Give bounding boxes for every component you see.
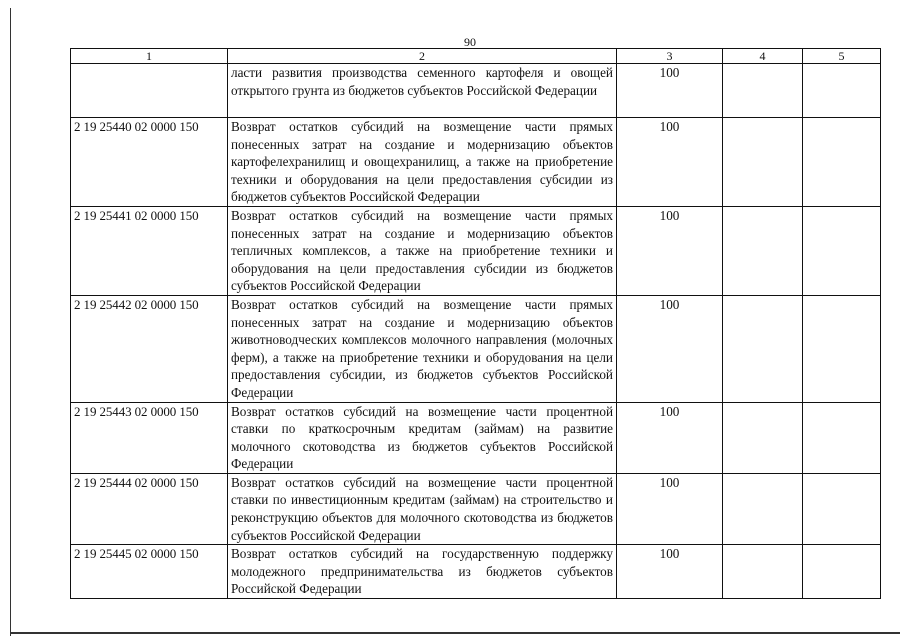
column-header-4: 4 <box>723 49 803 64</box>
column-4-cell <box>723 64 803 118</box>
column-5-cell <box>803 295 881 402</box>
description-cell: Возврат остатков субсидий на государственную поддержку молодежного предпринимательства из бюджетов субъектов Российской Федерации <box>228 545 617 599</box>
column-5-cell <box>803 118 881 207</box>
column-4-cell <box>723 473 803 544</box>
column-5-cell <box>803 473 881 544</box>
amount-cell: 100 <box>617 473 723 544</box>
page-number: 90 <box>464 35 476 49</box>
budget-code-cell: 2 19 25443 02 0000 150 <box>71 402 228 473</box>
amount-cell: 100 <box>617 64 723 118</box>
amount-cell: 100 <box>617 206 723 295</box>
budget-code-cell: 2 19 25442 02 0000 150 <box>71 295 228 402</box>
column-5-cell <box>803 206 881 295</box>
budget-code-cell <box>71 64 228 118</box>
column-4-cell <box>723 402 803 473</box>
amount-cell: 100 <box>617 118 723 207</box>
budget-code-cell: 2 19 25441 02 0000 150 <box>71 206 228 295</box>
column-4-cell <box>723 118 803 207</box>
budget-code-cell: 2 19 25444 02 0000 150 <box>71 473 228 544</box>
table-row <box>71 402 881 473</box>
amount-cell: 100 <box>617 295 723 402</box>
column-4-cell <box>723 545 803 599</box>
column-header-1: 1 <box>71 49 228 64</box>
description-cell: Возврат остатков субсидий на возмещение части прямых понесенных затрат на создание и модернизацию объектов картофелехранилищ и овощехранилищ, а также на приобретение техники и оборудования на цели предоставления субсидии из бюджетов субъектов Российской Федерации <box>228 118 617 207</box>
table-row <box>71 118 881 207</box>
budget-codes-table <box>70 48 881 599</box>
budget-code-cell: 2 19 25440 02 0000 150 <box>71 118 228 207</box>
bottom-margin-rule <box>10 632 900 634</box>
column-5-cell <box>803 402 881 473</box>
table-row <box>71 545 881 599</box>
column-header-2: 2 <box>228 49 617 64</box>
description-cell: Возврат остатков субсидий на возмещение части процентной ставки по инвестиционным кредитам (займам) на строительство и реконструкцию объектов для молочного скотоводства из бюджетов субъектов Российской Федерации <box>228 473 617 544</box>
description-cell: Возврат остатков субсидий на возмещение части прямых понесенных затрат на создание и модернизацию объектов тепличных комплексов, а также на приобретение техники и оборудования на цели предоставления субсидии из бюджетов субъектов Российской Федерации <box>228 206 617 295</box>
description-cell: ласти развития производства семенного картофеля и овощей открытого грунта из бюджетов субъектов Российской Федерации <box>228 64 617 118</box>
table-row <box>71 64 881 118</box>
column-header-3: 3 <box>617 49 723 64</box>
table-row <box>71 473 881 544</box>
amount-cell: 100 <box>617 545 723 599</box>
column-4-cell <box>723 206 803 295</box>
column-5-cell <box>803 545 881 599</box>
description-cell: Возврат остатков субсидий на возмещение части процентной ставки по краткосрочным кредитам (займам) на развитие молочного скотоводства из бюджетов субъектов Российской Федерации <box>228 402 617 473</box>
table-row <box>71 295 881 402</box>
description-cell: Возврат остатков субсидий на возмещение части прямых понесенных затрат на создание и модернизацию объектов животноводческих комплексов молочного направления (молочных ферм), а также на приобретение техники и оборудования на цели предоставления субсидии, из бюджетов субъектов Российской Федерации <box>228 295 617 402</box>
column-4-cell <box>723 295 803 402</box>
column-header-5: 5 <box>803 49 881 64</box>
budget-code-cell: 2 19 25445 02 0000 150 <box>71 545 228 599</box>
amount-cell: 100 <box>617 402 723 473</box>
left-margin-rule <box>10 8 11 636</box>
table-row <box>71 206 881 295</box>
column-5-cell <box>803 64 881 118</box>
table-header-row <box>71 49 881 64</box>
